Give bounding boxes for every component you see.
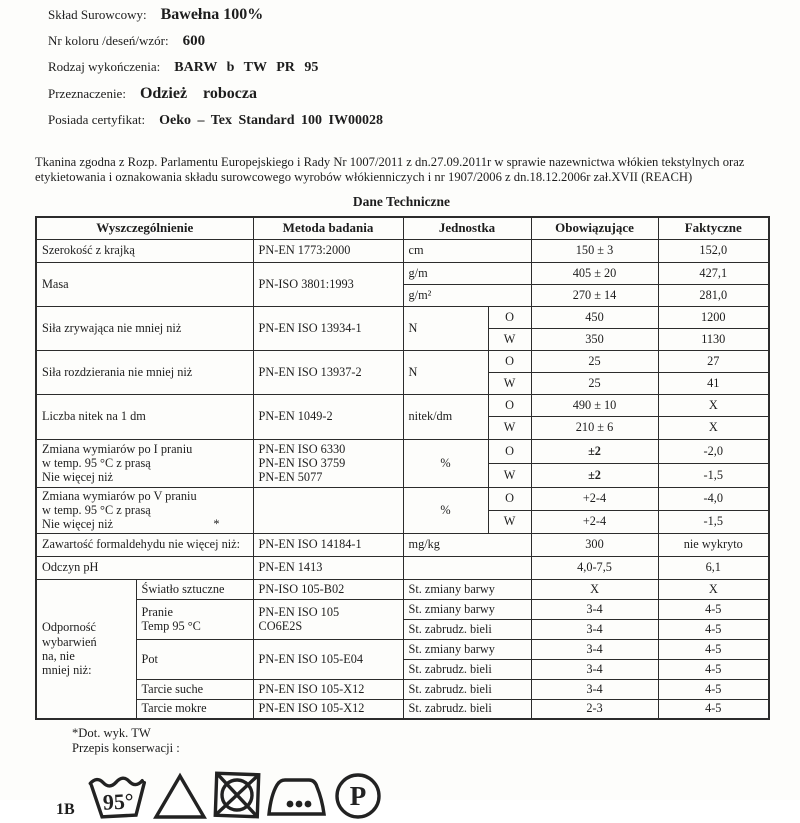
field-nr-koloru xyxy=(48,33,800,50)
row-required: 350 xyxy=(531,328,658,350)
footnote-dot-wyk: *Dot. wyk. TW xyxy=(72,726,151,741)
footnote-asterisk: * xyxy=(213,517,220,532)
field-value: Oeko – Tex Standard 100 IW00028 xyxy=(159,113,383,128)
field-przeznaczenie xyxy=(48,85,800,103)
row-method-line: PN-EN ISO 6330 xyxy=(258,441,346,456)
row-name-line: Nie więcej niż xyxy=(42,470,114,485)
row-required: 3-4 xyxy=(531,619,658,639)
row-actual: X xyxy=(658,394,769,416)
row-actual: 4-5 xyxy=(658,619,769,639)
row-method: PN-EN ISO 105-E04 xyxy=(253,639,403,679)
row-unit: mg/kg xyxy=(403,533,531,556)
row-unit: cm xyxy=(403,239,531,262)
table-row xyxy=(36,556,769,579)
row-direction: O xyxy=(488,306,531,328)
row-actual: -1,5 xyxy=(658,463,769,487)
field-value: 600 xyxy=(182,33,206,49)
row-required: +2-4 xyxy=(531,510,658,533)
row-actual: -1,5 xyxy=(658,510,769,533)
row-unit: % xyxy=(403,487,488,533)
row-name: Szerokość z krajką xyxy=(36,239,253,262)
row-unit: g/m xyxy=(403,262,531,284)
row-method: PN-EN 1049-2 xyxy=(253,394,403,439)
row-required: 490 ± 10 xyxy=(531,394,658,416)
row-actual: 4-5 xyxy=(658,599,769,619)
row-name: Odczyn pH xyxy=(36,556,253,579)
table-row xyxy=(36,239,769,262)
row-method: PN-EN 1413 xyxy=(253,556,403,579)
group-label-line: mniej niż: xyxy=(42,663,92,678)
row-criterion: St. zabrudz. bieli xyxy=(403,699,531,719)
row-actual: 152,0 xyxy=(658,239,769,262)
row-actual: 4-5 xyxy=(658,639,769,659)
row-name xyxy=(36,487,253,533)
row-required: ±2 xyxy=(531,439,658,463)
table-row xyxy=(36,487,769,510)
row-method-line: CO6E2S xyxy=(258,619,303,634)
row-direction: W xyxy=(488,372,531,394)
row-unit: nitek/dm xyxy=(403,394,488,439)
table-row xyxy=(36,639,769,659)
size-code: 1B xyxy=(56,801,75,819)
table-header-row xyxy=(36,217,769,239)
do-not-tumble-dry-icon xyxy=(210,768,264,822)
row-name: Masa xyxy=(36,262,253,306)
field-label: Skład Surowcowy: xyxy=(48,7,147,22)
row-method: PN-EN ISO 13934-1 xyxy=(253,306,403,350)
row-unit: N xyxy=(403,306,488,350)
col-header-faktyczne: Faktyczne xyxy=(658,217,769,239)
row-name: Pot xyxy=(136,639,253,679)
row-actual: 4-5 xyxy=(658,699,769,719)
field-label: Przeznaczenie: xyxy=(48,86,126,101)
row-actual: 27 xyxy=(658,350,769,372)
row-criterion: St. zmiany barwy xyxy=(403,599,531,619)
field-value: BARW b TW PR 95 xyxy=(174,60,319,75)
row-required: 2-3 xyxy=(531,699,658,719)
col-header-wyszczegolnienie: Wyszczególnienie xyxy=(36,217,253,239)
row-actual: nie wykryto xyxy=(658,533,769,556)
row-name: Liczba nitek na 1 dm xyxy=(36,394,253,439)
row-required: 405 ± 20 xyxy=(531,262,658,284)
dry-clean-p-icon xyxy=(333,771,383,821)
row-direction: O xyxy=(488,350,531,372)
row-unit: g/m² xyxy=(403,284,531,306)
iron-high-temp-icon xyxy=(265,771,331,821)
header-fields xyxy=(0,0,800,129)
row-unit: % xyxy=(403,439,488,487)
row-method: PN-ISO 3801:1993 xyxy=(253,262,403,306)
row-actual: 4-5 xyxy=(658,679,769,699)
field-label: Posiada certyfikat: xyxy=(48,112,146,127)
row-actual: -4,0 xyxy=(658,487,769,510)
row-actual: 1130 xyxy=(658,328,769,350)
row-actual: -2,0 xyxy=(658,439,769,463)
group-label-line: Odporność xyxy=(42,620,96,635)
row-direction: O xyxy=(488,487,531,510)
row-actual: 1200 xyxy=(658,306,769,328)
row-required: 450 xyxy=(531,306,658,328)
wash-95-icon xyxy=(85,770,150,823)
row-criterion: St. zmiany barwy xyxy=(403,579,531,599)
table-row xyxy=(36,350,769,372)
row-criterion: St. zabrudz. bieli xyxy=(403,679,531,699)
row-method: PN-ISO 105-B02 xyxy=(253,579,403,599)
table-row xyxy=(36,439,769,463)
footnotes xyxy=(72,726,800,755)
col-header-metoda: Metoda badania xyxy=(253,217,403,239)
row-direction: W xyxy=(488,328,531,350)
field-rodzaj-wykonczenia xyxy=(48,59,800,76)
row-actual: 427,1 xyxy=(658,262,769,284)
row-name-line: Zmiana wymiarów po V praniu xyxy=(42,488,197,503)
intro-line-2: etykietowania i oznakowania składu surowcowego wyrobów włókienniczych i nr 1907/2006 z dn.18.12.2006r zał.XVII (REACH) xyxy=(35,169,693,184)
row-required: 3-4 xyxy=(531,639,658,659)
row-required: 3-4 xyxy=(531,599,658,619)
group-label-line: wybarwień xyxy=(42,634,97,649)
field-value: Bawełna 100% xyxy=(160,6,264,23)
table-row xyxy=(36,306,769,328)
row-method-empty xyxy=(253,487,403,533)
intro-line-1: Tkanina zgodna z Rozp. Parlamentu Europejskiego i Rady Nr 1007/2011 z dn.27.09.2011r w sprawie nazewnictwa włókien tekstylnych oraz xyxy=(35,155,745,169)
row-actual: 281,0 xyxy=(658,284,769,306)
table-title: Dane Techniczne xyxy=(352,194,451,210)
row-required: 300 xyxy=(531,533,658,556)
row-method: PN-EN ISO 13937-2 xyxy=(253,350,403,394)
row-actual: 41 xyxy=(658,372,769,394)
row-name-line: w temp. 95 °C z prasą xyxy=(42,456,151,471)
row-criterion: St. zmiany barwy xyxy=(403,639,531,659)
field-value: Odzież robocza xyxy=(139,85,257,102)
table-row xyxy=(36,533,769,556)
row-direction: W xyxy=(488,510,531,533)
table-row xyxy=(36,599,769,619)
svg-text:95°: 95° xyxy=(101,788,134,816)
row-name-line: Zmiana wymiarów po I praniu xyxy=(42,441,193,456)
field-sklad-surowcowy xyxy=(48,6,800,24)
row-required: 270 ± 14 xyxy=(531,284,658,306)
row-method: PN-EN ISO 105-X12 xyxy=(253,679,403,699)
table-row xyxy=(36,699,769,719)
care-instructions-label: Przepis konserwacji : xyxy=(72,740,180,755)
row-required: +2-4 xyxy=(531,487,658,510)
row-actual: X xyxy=(658,416,769,439)
group-label-odpornosc xyxy=(36,579,136,719)
row-method xyxy=(253,439,403,487)
row-name: Tarcie mokre xyxy=(136,699,253,719)
table-row xyxy=(36,679,769,699)
table-row xyxy=(36,579,769,599)
table-row xyxy=(36,262,769,284)
row-method: PN-EN ISO 105-X12 xyxy=(253,699,403,719)
row-actual: 6,1 xyxy=(658,556,769,579)
care-symbols-row xyxy=(56,769,800,821)
row-name: Tarcie suche xyxy=(136,679,253,699)
row-name: Zawartość formaldehydu nie więcej niż: xyxy=(36,533,253,556)
row-actual: X xyxy=(658,579,769,599)
row-required: 210 ± 6 xyxy=(531,416,658,439)
row-method-line: PN-EN 5077 xyxy=(258,470,323,485)
row-method-line: PN-EN ISO 105 xyxy=(258,604,340,619)
row-unit: N xyxy=(403,350,488,394)
row-name-text: Nie więcej niż xyxy=(42,517,114,532)
row-name: Siła zrywająca nie mniej niż xyxy=(36,306,253,350)
row-criterion: St. zabrudz. bieli xyxy=(403,619,531,639)
row-name-line: Pranie xyxy=(141,604,173,619)
row-required: 3-4 xyxy=(531,659,658,679)
row-required: 3-4 xyxy=(531,679,658,699)
technical-data-table xyxy=(35,216,770,720)
row-method xyxy=(253,599,403,639)
group-label-line: na, nie xyxy=(42,648,75,663)
row-required: 4,0-7,5 xyxy=(531,556,658,579)
row-method: PN-EN 1773:2000 xyxy=(253,239,403,262)
field-posiada-certyfikat xyxy=(48,112,800,129)
col-header-obowiazujace: Obowiązujące xyxy=(531,217,658,239)
row-required: ±2 xyxy=(531,463,658,487)
field-label: Nr koloru /deseń/wzór: xyxy=(48,33,169,48)
row-name: Siła rozdzierania nie mniej niż xyxy=(36,350,253,394)
row-required: 150 ± 3 xyxy=(531,239,658,262)
row-direction: W xyxy=(488,463,531,487)
row-unit-empty xyxy=(403,556,531,579)
row-direction: O xyxy=(488,439,531,463)
row-direction: W xyxy=(488,416,531,439)
row-direction: O xyxy=(488,394,531,416)
row-method-line: PN-EN ISO 3759 xyxy=(258,456,346,471)
row-name xyxy=(136,599,253,639)
row-required: X xyxy=(531,579,658,599)
row-name-line: w temp. 95 °C z prasą xyxy=(42,503,151,518)
row-name xyxy=(36,439,253,487)
row-name-line: Temp 95 °C xyxy=(141,619,201,634)
intro-paragraph xyxy=(35,155,775,184)
row-name-line xyxy=(42,517,248,531)
row-required: 25 xyxy=(531,350,658,372)
row-name: Światło sztuczne xyxy=(136,579,253,599)
row-required: 25 xyxy=(531,372,658,394)
svg-text:P: P xyxy=(349,781,366,812)
row-actual: 4-5 xyxy=(658,659,769,679)
table-row xyxy=(36,394,769,416)
row-criterion: St. zabrudz. bieli xyxy=(403,659,531,679)
col-header-jednostka: Jednostka xyxy=(403,217,531,239)
field-label: Rodzaj wykończenia: xyxy=(48,59,161,74)
bleach-allowed-icon xyxy=(151,771,209,821)
row-method: PN-EN ISO 14184-1 xyxy=(253,533,403,556)
